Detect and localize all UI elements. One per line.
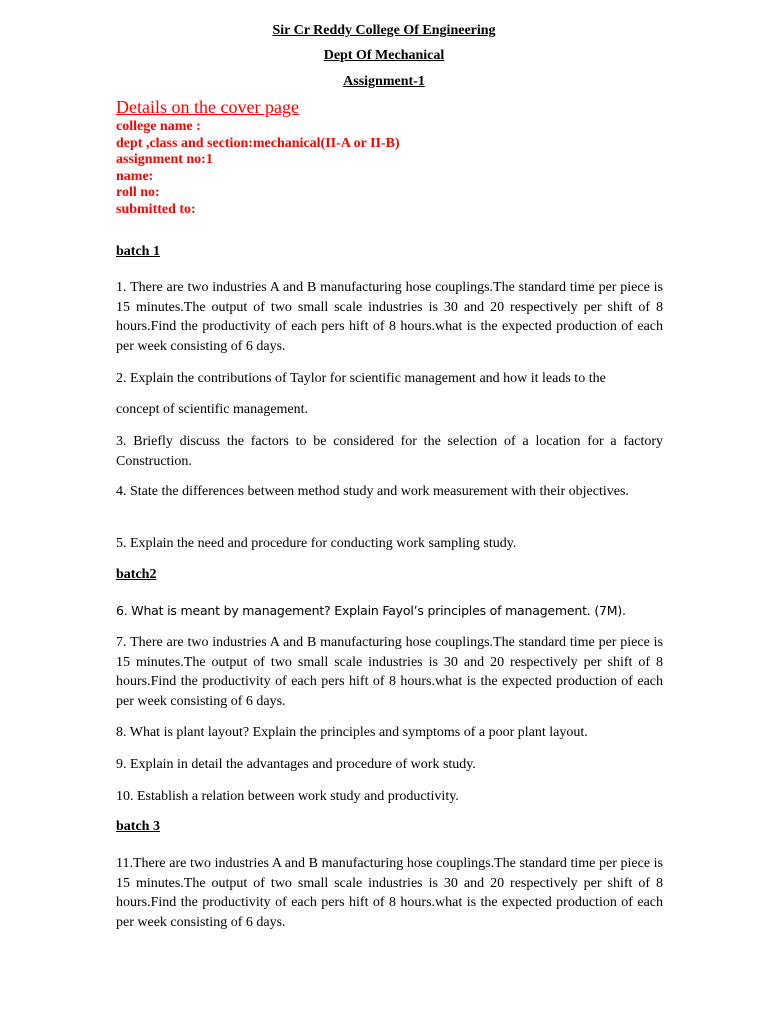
batch-1-heading: batch 1: [116, 244, 160, 259]
cover-field-assignment-no: assignment no:1: [116, 152, 213, 167]
cover-field-roll-no: roll no:: [116, 185, 160, 200]
cover-field-dept-class-section: dept ,class and section:mechanical(II-A or II-B): [116, 136, 400, 151]
question-4: 4. State the differences between method study and work measurement with their objectives.: [116, 484, 629, 499]
cover-details-heading: Details on the cover page: [116, 97, 299, 117]
cover-field-name: name:: [116, 169, 154, 184]
question-9: 9. Explain in detail the advantages and procedure of work study.: [116, 757, 476, 772]
question-6: 6. What is meant by management? Explain Fayol’s principles of management. (7M).: [116, 603, 626, 618]
question-10: 10. Establish a relation between work study and productivity.: [116, 789, 459, 804]
cover-field-college-name: college name :: [116, 119, 201, 134]
question-7: 7. There are two industries A and B manufacturing hose couplings.The standard time per piece is 15 minutes.The output of two small scale industries is 30 and 20 respectively per shift of 8 hours.Find the productivity of each pers hift of 8 hours.what is the expected production of each per week consisting of 6 days.: [116, 635, 663, 709]
question-1: 1. There are two industries A and B manufacturing hose couplings.The standard time per piece is 15 minutes.The output of two small scale industries is 30 and 20 respectively per shift of 8 hours.Find the productivity of each pers hift of 8 hours.what is the expected production of each per week consisting of 6 days.: [116, 280, 663, 354]
question-2-continued: concept of scientific management.: [116, 402, 309, 417]
department-title: Dept Of Mechanical: [323, 48, 445, 63]
batch-3-heading: batch 3: [116, 819, 160, 834]
batch-2-heading: batch2: [116, 567, 157, 582]
question-2: 2. Explain the contributions of Taylor for scientific management and how it leads to the: [116, 371, 606, 386]
cover-field-submitted-to: submitted to:: [116, 202, 196, 217]
question-5: 5. Explain the need and procedure for conducting work sampling study.: [116, 536, 517, 551]
assignment-title: Assignment-1: [343, 74, 425, 89]
question-3: 3. Briefly discuss the factors to be considered for the selection of a location for a factory Construction.: [116, 434, 663, 469]
question-8: 8. What is plant layout? Explain the principles and symptoms of a poor plant layout.: [116, 725, 588, 740]
college-title: Sir Cr Reddy College Of Engineering: [272, 23, 496, 38]
question-11: 11.There are two industries A and B manufacturing hose couplings.The standard time per piece is 15 minutes.The output of two small scale industries is 30 and 20 respectively per shift of 8 hours.Find the productivity of each pers hift of 8 hours.what is the expected production of each per week consisting of 6 days.: [116, 856, 663, 930]
